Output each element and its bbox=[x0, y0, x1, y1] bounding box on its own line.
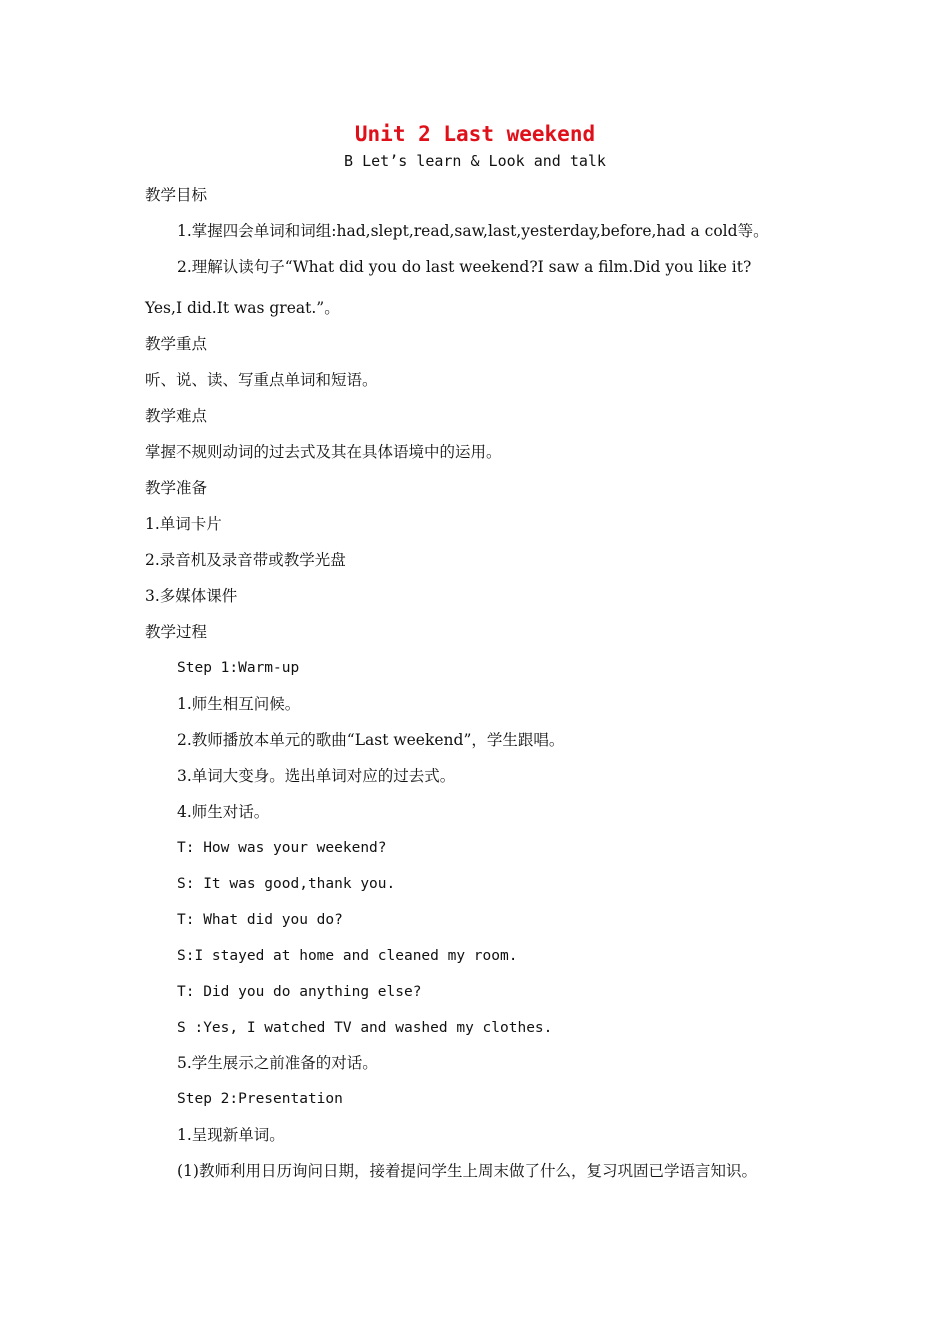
step-2-item-1: 1.呈现新单词。 bbox=[177, 1126, 285, 1144]
heading-preparation: 教学准备 bbox=[145, 479, 208, 497]
objective-1: 1.掌握四会单词和词组:had,slept,read,saw,last,yesterday,before,had a cold等。 bbox=[177, 222, 769, 240]
objective-2: 2.理解认读句子“What did you do last weekend?I saw a film.Did you like it? bbox=[177, 258, 752, 276]
dialogue-line-1: T: How was your weekend? bbox=[177, 840, 387, 856]
step-1-item-4: 4.师生对话。 bbox=[177, 803, 270, 821]
preparation-item-1: 1.单词卡片 bbox=[145, 515, 222, 533]
difficulties-text: 掌握不规则动词的过去式及其在具体语境中的运用。 bbox=[145, 443, 502, 461]
step-2-subitem-1: (1)教师利用日历询问日期，接着提问学生上周末做了什么，复习巩固已学语言知识。 bbox=[177, 1162, 757, 1180]
step-1-item-3: 3.单词大变身。选出单词对应的过去式。 bbox=[177, 767, 456, 785]
step-1-heading: Step 1:Warm-up bbox=[177, 660, 300, 676]
heading-process: 教学过程 bbox=[145, 623, 208, 641]
preparation-item-2: 2.录音机及录音带或教学光盘 bbox=[145, 551, 346, 569]
step-1-item-2: 2.教师播放本单元的歌曲“Last weekend”，学生跟唱。 bbox=[177, 731, 565, 749]
objective-2-continued: Yes,I did.It was great.”。 bbox=[145, 299, 340, 317]
heading-objectives: 教学目标 bbox=[145, 186, 208, 204]
dialogue-line-6: S :Yes, I watched TV and washed my clothes. bbox=[177, 1020, 553, 1036]
dialogue-line-5: T: Did you do anything else? bbox=[177, 984, 422, 1000]
dialogue-line-4: S:I stayed at home and cleaned my room. bbox=[177, 948, 518, 964]
step-1-item-5: 5.学生展示之前准备的对话。 bbox=[177, 1054, 378, 1072]
key-points-text: 听、说、读、写重点单词和短语。 bbox=[145, 371, 378, 389]
document-subtitle: B Let’s learn & Look and talk bbox=[344, 152, 606, 170]
heading-key-points: 教学重点 bbox=[145, 335, 208, 353]
dialogue-line-2: S: It was good,thank you. bbox=[177, 876, 396, 892]
document-title: Unit 2 Last weekend bbox=[354, 122, 596, 146]
heading-difficulties: 教学难点 bbox=[145, 407, 208, 425]
step-1-item-1: 1.师生相互问候。 bbox=[177, 695, 301, 713]
preparation-item-3: 3.多媒体课件 bbox=[145, 587, 238, 605]
dialogue-line-3: T: What did you do? bbox=[177, 912, 343, 928]
step-2-heading: Step 2:Presentation bbox=[177, 1091, 343, 1107]
